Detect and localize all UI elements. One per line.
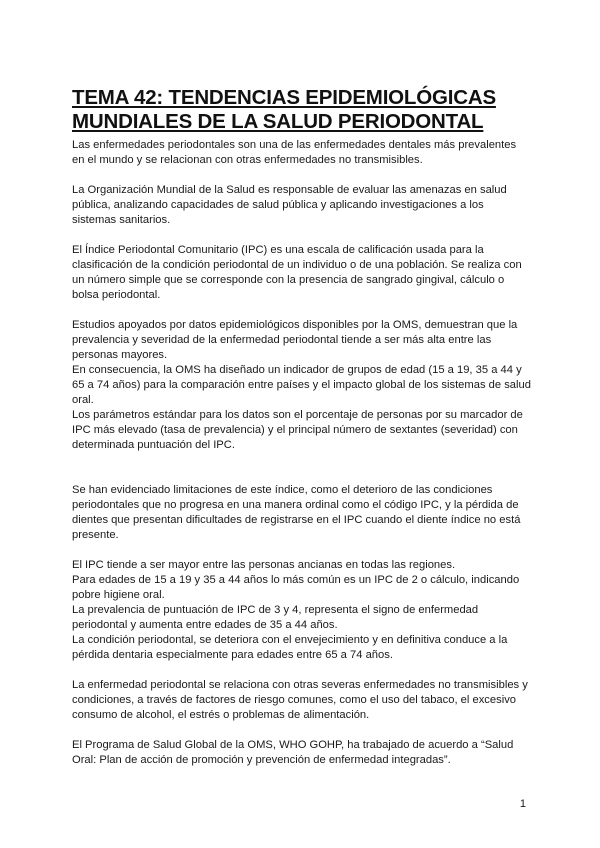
text-line: El Índice Periodontal Comunitario (IPC) es una escala de calificación usada para la [72,244,484,256]
paragraph [72,243,532,303]
text-line: personas mayores. [72,349,168,361]
document-body [72,138,532,783]
text-line: clasificación de la condición periodontal de un individuo o de una población. Se realiza con [72,259,522,271]
paragraph [72,138,532,168]
paragraph [72,678,532,723]
paragraph [72,558,532,663]
text-line: bolsa periodontal. [72,289,161,301]
text-line: oral. [72,394,94,406]
paragraph [72,183,532,228]
paragraph [72,318,532,453]
text-line: Se han evidenciado limitaciones de este índice, como el deterioro de las condiciones [72,484,493,496]
text-line: sistemas sanitarios. [72,214,171,226]
text-line: La prevalencia de puntuación de IPC de 3 y 4, representa el signo de enfermedad [72,604,479,616]
text-line: pobre higiene oral. [72,589,165,601]
paragraph [72,483,532,543]
text-line: condiciones, a través de factores de riesgo comunes, como el uso del tabaco, el excesivo [72,694,517,706]
text-line: periodontal y aumenta entre edades de 35 a 44 años. [72,619,338,631]
text-line: pérdida dentaria especialmente para edades entre 65 a 74 años. [72,649,393,661]
text-line: La enfermedad periodontal se relaciona con otras severas enfermedades no transmisibles y [72,679,528,691]
text-line: en el mundo y se relacionan con otras enfermedades no transmisibles. [72,154,423,166]
text-line: La Organización Mundial de la Salud es responsable de evaluar las amenazas en salud [72,184,507,196]
text-line: El IPC tiende a ser mayor entre las personas ancianas en todas las regiones. [72,559,456,571]
title-line: MUNDIALES DE LA SALUD PERIODONTAL [72,109,484,133]
page-number: 1 [519,798,526,810]
text-line: En consecuencia, la OMS ha diseñado un indicador de grupos de edad (15 a 19, 35 a 44 y [72,364,522,376]
text-line: Oral: Plan de acción de promoción y prevención de enfermedad integradas”. [72,754,451,766]
text-line: pública, analizando capacidades de salud pública y aplicando investigaciones a los [72,199,484,211]
text-line: Para edades de 15 a 19 y 35 a 44 años lo más común es un IPC de 2 o cálculo, indicando [72,574,520,586]
title-line: TEMA 42: TENDENCIAS EPIDEMIOLÓGICAS [72,85,496,109]
text-line: un número simple que se corresponde con la presencia de sangrado gingival, cálculo o [72,274,505,286]
text-line: 65 a 74 años) para la comparación entre países y el impacto global de los sistemas de salud [72,379,531,391]
text-line: Los parámetros estándar para los datos son el porcentaje de personas por su marcador de [72,409,523,421]
text-line: Las enfermedades periodontales son una de las enfermedades dentales más prevalentes [72,139,517,151]
text-line: La condición periodontal, se deteriora con el envejecimiento y en definitiva conduce a la [72,634,508,646]
text-line: dientes que presentan dificultades de registrarse en el IPC cuando el diente índice no está [72,514,521,526]
text-line: determinada puntuación del IPC. [72,439,235,451]
text-line: periodontales que no progresa en una manera ordinal como el código IPC, y la pérdida de [72,499,519,511]
text-line: Estudios apoyados por datos epidemiológicos disponibles por la OMS, demuestran que la [72,319,518,331]
text-line: El Programa de Salud Global de la OMS, WHO GOHP, ha trabajado de acuerdo a “Salud [72,739,514,751]
text-line: prevalencia y severidad de la enfermedad periodontal tiende a ser más alta entre las [72,334,492,346]
paragraph [72,738,532,768]
page-title [72,86,542,134]
text-line: IPC más elevado (tasa de prevalencia) y el principal número de sextantes (severidad) con [72,424,518,436]
text-line: consumo de alcohol, el estrés o problemas de alimentación. [72,709,370,721]
text-line: presente. [72,529,119,541]
